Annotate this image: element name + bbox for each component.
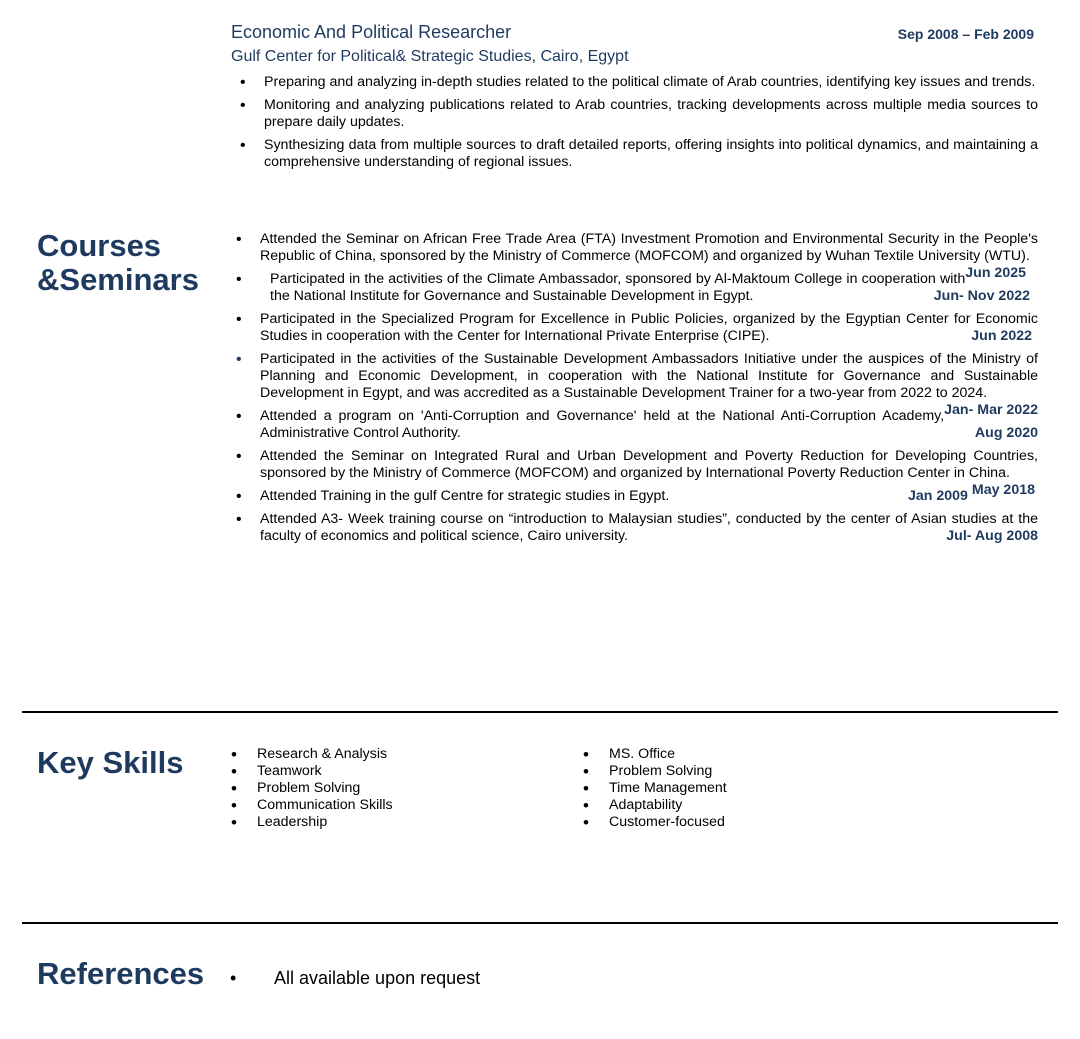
- skill-item: • Research & Analysis: [257, 746, 557, 763]
- skill-item: • MS. Office: [609, 746, 909, 763]
- job-bullet-list: [264, 74, 1038, 177]
- skills-list-right: [609, 746, 909, 831]
- skill-item: • Adaptability: [609, 797, 909, 814]
- job-bullet: • Synthesizing data from multiple sources to draft detailed reports, offering insights into political dynamics, and maintaining a comprehensive understanding of regional issues.: [264, 137, 1038, 171]
- course-item: [260, 351, 1038, 418]
- course-item: [260, 488, 1038, 505]
- course-text: Attended a program on 'Anti-Corruption and Governance' held at the National Anti-Corruption Academy, Administrative Control Authority.: [260, 408, 945, 441]
- skill-item: • Customer-focused: [609, 814, 909, 831]
- skill-item: • Problem Solving: [609, 763, 909, 780]
- course-date: Jun 2025: [965, 265, 1026, 281]
- job-title: Economic And Political Researcher: [231, 22, 512, 42]
- course-item: [260, 511, 1038, 545]
- course-text: Participated in the activities of the Climate Ambassador, sponsored by Al-Maktoum College in cooperation with the National Institute for Governance and Sustainable Development in Egypt.: [270, 271, 966, 304]
- job-bullet: • Monitoring and analyzing publications related to Arab countries, tracking developments across multiple media sources to prepare daily updates.: [264, 97, 1038, 131]
- job-date: Sep 2008 – Feb 2009: [897, 26, 1034, 42]
- skills-heading: Key Skills: [37, 745, 184, 780]
- references-heading: References: [37, 956, 205, 991]
- skill-item: • Problem Solving: [257, 780, 557, 797]
- reference-item: • All available upon request: [274, 966, 674, 990]
- course-date: Jun- Nov 2022: [933, 288, 1030, 304]
- course-item: [260, 311, 1038, 345]
- job-organization: Gulf Center for Political& Strategic Studies, Cairo, Egypt: [231, 48, 629, 65]
- course-text: Attended Training in the gulf Centre for strategic studies in Egypt.: [260, 488, 670, 504]
- skills-list-left: [257, 746, 557, 831]
- course-date: Jul- Aug 2008: [946, 528, 1038, 544]
- job-bullet: • Preparing and analyzing in-depth studies related to the political climate of Arab countries, identifying key issues and trends.: [264, 74, 1038, 91]
- skill-item: • Communication Skills: [257, 797, 557, 814]
- course-item: [260, 271, 1038, 305]
- course-date: Jan 2009: [907, 488, 968, 504]
- course-date: Aug 2020: [974, 425, 1038, 441]
- course-list: [260, 231, 1038, 551]
- skill-item: • Leadership: [257, 814, 557, 831]
- course-date: May 2018: [971, 482, 1035, 498]
- section-divider: [22, 711, 1058, 713]
- course-item: [260, 408, 1038, 442]
- course-text: Participated in the activities of the Sustainable Development Ambassadors Initiative under the auspices of the Ministry of Planning and Economic Development, in cooperation with the National Institute for Governance and Sustainable Development in Egypt, and was accredited as a Sustainable Development Trainer for a two-year from 2022 to 2024.: [260, 351, 1038, 401]
- course-text: Attended the Seminar on Integrated Rural and Urban Development and Poverty Reduction for Developing Countries, sponsored by the Ministry of Commerce (MOFCOM) and organized by International Poverty Reduction Center in China.: [260, 448, 1038, 481]
- course-item: [260, 231, 1038, 281]
- skill-item: • Teamwork: [257, 763, 557, 780]
- references-list: [274, 966, 674, 990]
- course-date: Jan- Mar 2022: [944, 402, 1038, 418]
- course-date: Jun 2022: [971, 328, 1032, 344]
- course-text: Participated in the Specialized Program for Excellence in Public Policies, organized by the Egyptian Center for Economic Studies in cooperation with the Center for International Private Enterprise (CIPE).: [260, 311, 1038, 344]
- section-divider: [22, 922, 1058, 924]
- course-text: Attended A3- Week training course on “introduction to Malaysian studies”, conducted by the center of Asian studies at the faculty of economics and political science, Cairo university.: [260, 511, 1038, 544]
- course-text: Attended the Seminar on African Free Trade Area (FTA) Investment Promotion and Environmental Security in the People's Republic of China, sponsored by the Ministry of Commerce (MOFCOM) and organized by Wuhan Textile University (WTU).: [260, 231, 1038, 264]
- skill-item: • Time Management: [609, 780, 909, 797]
- courses-heading: Courses &Seminars: [37, 228, 199, 297]
